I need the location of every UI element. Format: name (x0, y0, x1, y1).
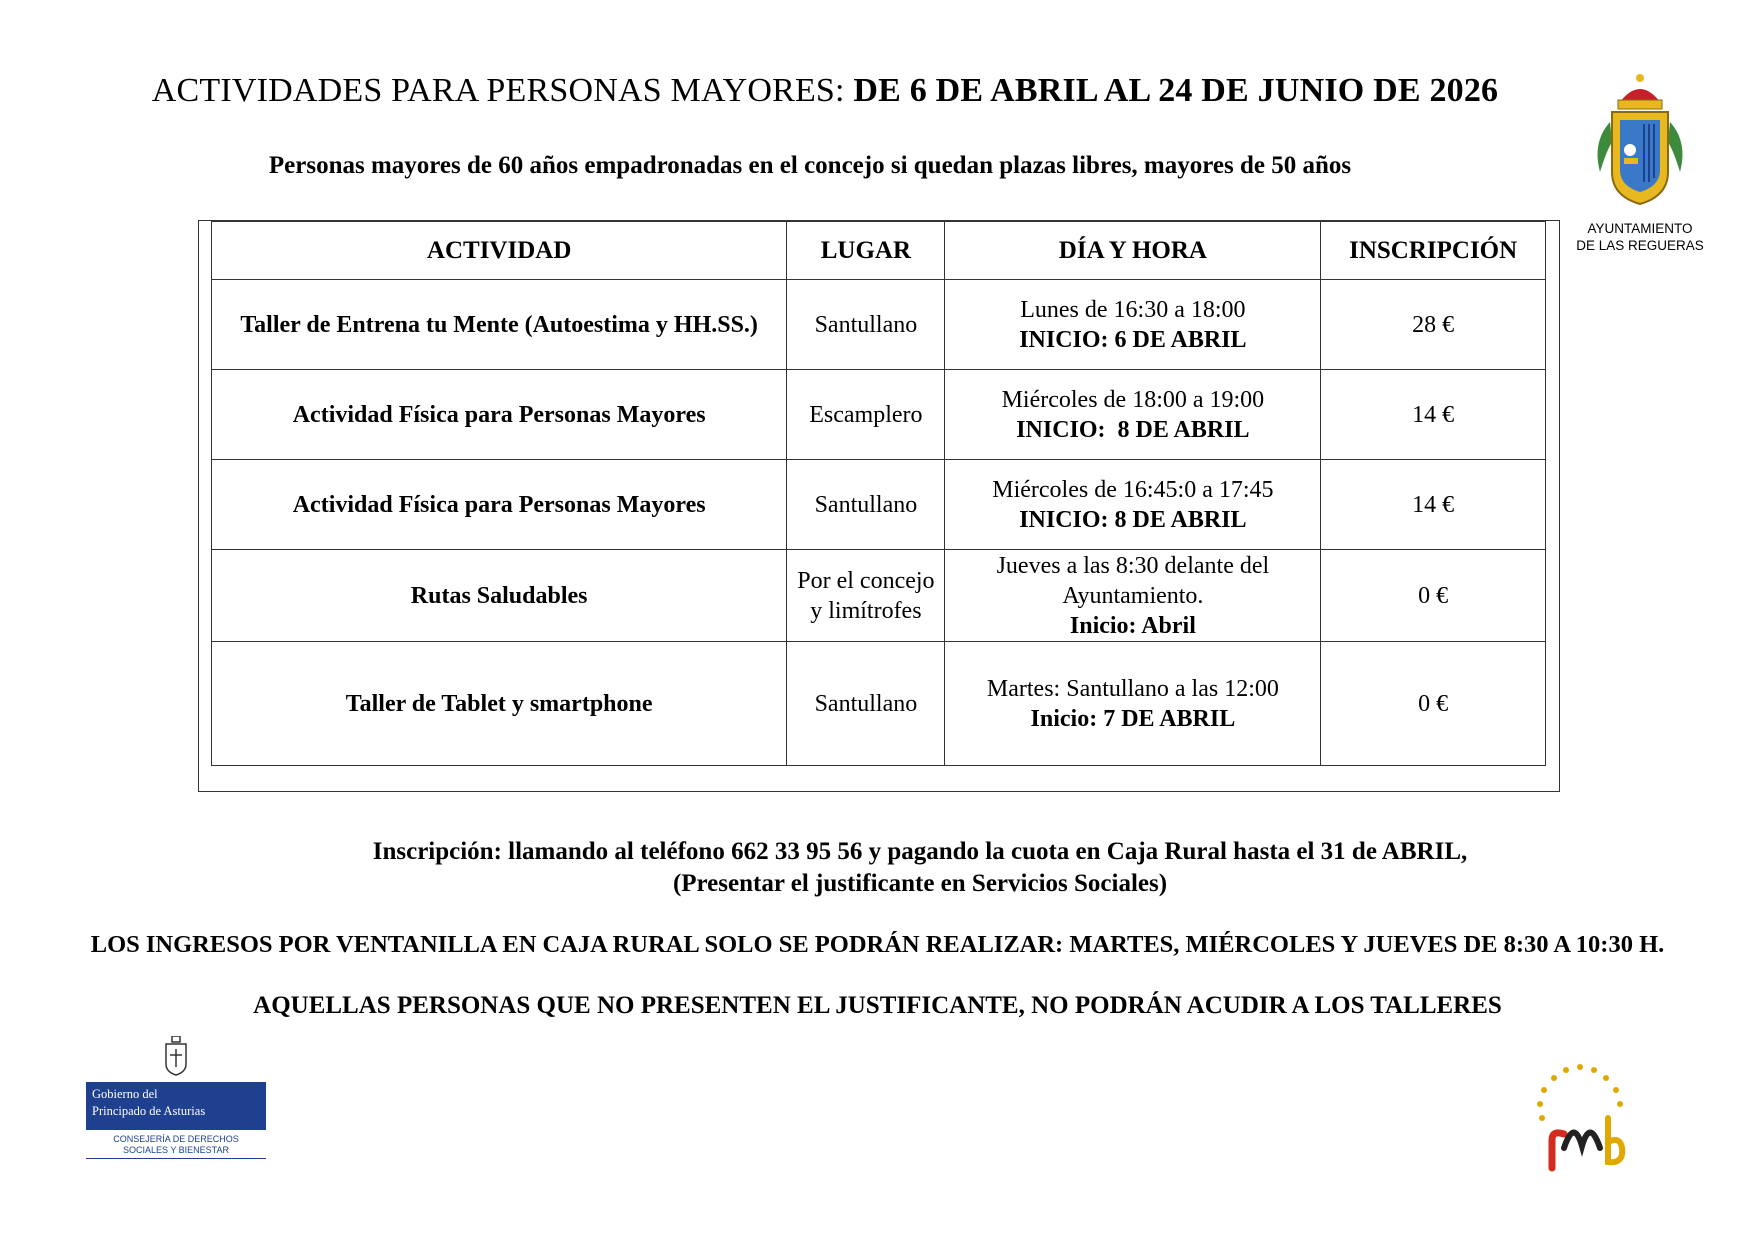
cell-dia-hora (945, 280, 1321, 370)
inicio-line: Inicio: Abril (1069, 612, 1196, 639)
cell-inscripcion: 14 € (1321, 370, 1546, 460)
table-row (212, 460, 1546, 550)
cell-actividad: Taller de Entrena tu Mente (Autoestima y HH.SS.) (212, 280, 787, 370)
dia-line: Miércoles de 18:00 a 19:00 (1001, 386, 1265, 413)
caption-line-1: AYUNTAMIENTO (1587, 221, 1693, 236)
gov-sub-line-2: SOCIALES Y BIENESTAR (122, 1145, 230, 1155)
cell-lugar: Por el concejo y limítrofes (787, 550, 945, 642)
title-dates: DE 6 DE ABRIL AL 24 DE JUNIO DE 2026 (853, 72, 1499, 109)
justificante-note: (Presentar el justificante en Servicios Sociales) (672, 870, 1168, 897)
page-subtitle: Personas mayores de 60 años empadronadas en el concejo si quedan plazas libres, mayores de 50 años (268, 152, 1352, 179)
asturias-crest-icon (164, 1036, 188, 1076)
table-row (212, 370, 1546, 460)
cell-dia-hora (945, 460, 1321, 550)
table-row (212, 642, 1546, 766)
gov-sub-line-1: CONSEJERÍA DE DERECHOS (113, 1134, 239, 1144)
dia-line-2: Ayuntamiento. (1062, 582, 1204, 609)
header-dia-hora: DÍA Y HORA (945, 222, 1321, 280)
cell-inscripcion: 14 € (1321, 460, 1546, 550)
ayuntamiento-caption (1560, 220, 1720, 254)
header-lugar: LUGAR (787, 222, 945, 280)
inicio-line: INICIO: 6 DE ABRIL (1019, 326, 1247, 353)
gov-consejeria (86, 1130, 266, 1159)
table-row (212, 280, 1546, 370)
ingresos-note: LOS INGRESOS POR VENTANILLA EN CAJA RURAL SOLO SE PODRÁN REALIZAR: MARTES, MIÉRCOLES Y JUEVES DE 8:30 A 10:30 H. (90, 931, 1665, 958)
dia-line: Lunes de 16:30 a 18:00 (1020, 296, 1246, 323)
activities-table (211, 221, 1546, 766)
cell-lugar: Escamplero (787, 370, 945, 460)
warning-note: AQUELLAS PERSONAS QUE NO PRESENTEN EL JUSTIFICANTE, NO PODRÁN ACUDIR A LOS TALLERES (253, 992, 1502, 1019)
inicio-line: INICIO: 8 DE ABRIL (1019, 506, 1247, 533)
cell-dia-hora (945, 642, 1321, 766)
rmb-logo-icon (1520, 1058, 1640, 1176)
cell-dia-hora (945, 550, 1321, 642)
dia-line: Jueves a las 8:30 delante del (996, 552, 1270, 579)
coat-of-arms-icon (1582, 72, 1698, 212)
title-regular: ACTIVIDADES PARA PERSONAS MAYORES: (151, 72, 845, 109)
table-row (212, 550, 1546, 642)
page-title (0, 72, 1650, 110)
cell-actividad: Rutas Saludables (212, 550, 787, 642)
cell-lugar: Santullano (787, 460, 945, 550)
dia-line: Martes: Santullano a las 12:00 (986, 675, 1279, 702)
inicio-line: Inicio: 7 DE ABRIL (1030, 705, 1236, 732)
caption-line-2: DE LAS REGUERAS (1576, 238, 1704, 253)
cell-inscripcion: 0 € (1321, 642, 1546, 766)
cell-actividad: Actividad Física para Personas Mayores (212, 460, 787, 550)
table-header-row (212, 222, 1546, 280)
gov-line-2: Principado de Asturias (92, 1104, 206, 1118)
cell-inscripcion: 0 € (1321, 550, 1546, 642)
gov-name-box (86, 1082, 266, 1130)
dia-line: Miércoles de 16:45:0 a 17:45 (992, 476, 1274, 503)
header-actividad: ACTIVIDAD (212, 222, 787, 280)
cell-inscripcion: 28 € (1321, 280, 1546, 370)
inicio-line: INICIO: 8 DE ABRIL (1016, 416, 1250, 443)
gobierno-asturias-logo (86, 1036, 266, 1159)
inscription-note: Inscripción: llamando al teléfono 662 33 95 56 y pagando la cuota en Caja Rural hasta el 31 de ABRIL, (372, 838, 1468, 865)
cell-actividad: Taller de Tablet y smartphone (212, 642, 787, 766)
header-inscripcion: INSCRIPCIÓN (1321, 222, 1546, 280)
cell-lugar: Santullano (787, 642, 945, 766)
cell-dia-hora (945, 370, 1321, 460)
gov-line-1: Gobierno del (92, 1087, 158, 1101)
cell-actividad: Actividad Física para Personas Mayores (212, 370, 787, 460)
cell-lugar: Santullano (787, 280, 945, 370)
